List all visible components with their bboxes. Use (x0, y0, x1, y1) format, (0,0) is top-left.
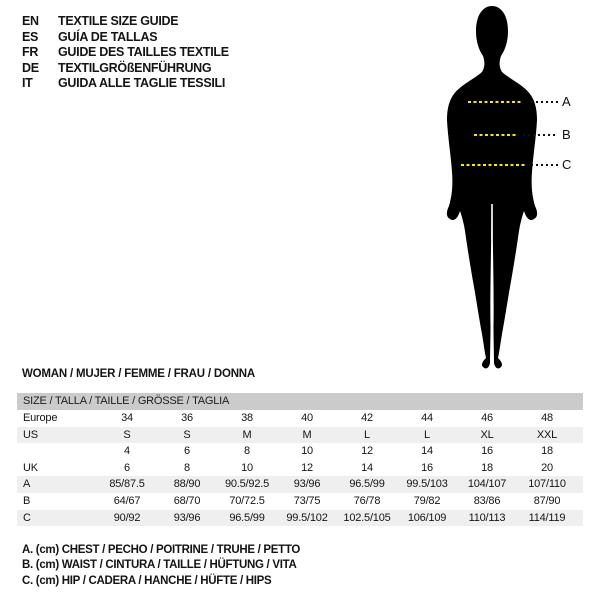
table-cell: M (242, 428, 252, 441)
table-row (17, 476, 583, 493)
table-cell: 6 (124, 461, 130, 474)
table-cell: 18 (481, 461, 493, 474)
table-row (17, 510, 583, 527)
language-code: IT (22, 76, 33, 91)
table-cell: 76/78 (353, 494, 381, 507)
language-code: DE (22, 60, 39, 75)
table-cell: 44 (421, 412, 433, 424)
table-cell: 104/107 (467, 478, 507, 491)
waist-dash-line (474, 134, 518, 136)
table-cell: 20 (541, 461, 553, 474)
size-table-header: SIZE / TALLA / TAILLE / GRÖSSE / TAGLIA (17, 393, 583, 410)
marker-label-a: A (562, 94, 571, 109)
legend-line: C. (cm) HIP / CADERA / HANCHE / HÜFTE / HIPS (22, 574, 272, 587)
table-cell: L (424, 428, 430, 441)
table-cell: 93/96 (173, 511, 201, 524)
table-cell: 73/75 (293, 494, 321, 507)
woman-silhouette-figure (437, 4, 547, 370)
table-cell: 106/109 (407, 511, 447, 524)
table-cell: 12 (361, 445, 373, 458)
table-cell: 107/110 (528, 478, 566, 491)
table-row (17, 493, 583, 510)
table-cell: 93/96 (293, 478, 321, 491)
table-cell: 83/86 (473, 494, 501, 507)
table-cell: 46 (481, 412, 493, 424)
table-cell: 96.5/99 (229, 511, 265, 524)
table-row (17, 460, 583, 477)
table-cell: 6 (184, 445, 190, 458)
language-row (22, 45, 229, 61)
waist-leader-line (523, 134, 558, 136)
table-cell: 8 (244, 445, 250, 458)
table-cell: 85/87.5 (109, 478, 145, 491)
language-code: FR (22, 45, 39, 60)
language-title: GUÍA DE TALLAS (58, 29, 158, 44)
language-title: TEXTILGRÖßENFÜHRUNG (58, 60, 212, 75)
table-row (17, 410, 583, 427)
table-cell: 48 (541, 412, 553, 424)
table-cell: 87/90 (533, 494, 561, 507)
language-row (22, 61, 229, 77)
marker-label-c: C (562, 157, 572, 172)
language-title: TEXTILE SIZE GUIDE (58, 14, 179, 28)
size-table (17, 393, 583, 526)
table-cell: XL (480, 428, 494, 441)
table-cell: 90/92 (113, 511, 141, 524)
table-cell: 10 (301, 445, 313, 458)
table-cell: 114/119 (528, 511, 566, 524)
chest-dash-line (468, 101, 523, 103)
measurement-legend (22, 543, 300, 589)
chest-leader-line (531, 101, 558, 103)
table-row (17, 427, 583, 444)
size-table-body (17, 410, 583, 526)
table-row-label: A (23, 478, 31, 491)
table-cell: 99.5/102 (286, 511, 328, 524)
section-title-woman: WOMAN / MUJER / FEMME / FRAU / DONNA (22, 368, 256, 380)
table-cell: 10 (241, 461, 253, 474)
legend-line: B. (cm) WAIST / CINTURA / TAILLE / HÜFTUNG / VITA (22, 559, 297, 572)
table-cell: 16 (421, 461, 433, 474)
table-cell: 110/113 (468, 511, 506, 524)
table-row (17, 443, 583, 460)
table-cell: 99.5/103 (406, 478, 448, 491)
language-title: GUIDA ALLE TAGLIE TESSILI (58, 76, 226, 91)
table-cell: XXL (536, 428, 558, 441)
table-cell: 34 (121, 412, 133, 424)
table-cell: 70/72.5 (229, 494, 265, 507)
language-row (22, 14, 229, 30)
table-cell: 8 (184, 461, 190, 474)
table-cell: 96.5/99 (349, 478, 385, 491)
table-cell: 36 (181, 412, 193, 424)
table-cell: 42 (361, 412, 373, 424)
table-cell: S (183, 428, 191, 441)
table-row-label: US (23, 428, 38, 441)
table-cell: 88/90 (173, 478, 201, 491)
language-code: ES (22, 29, 39, 44)
woman-silhouette-icon (447, 6, 537, 368)
table-cell: 68/70 (173, 494, 201, 507)
table-cell: 14 (361, 461, 373, 474)
language-title-block (22, 14, 229, 92)
table-cell: S (123, 428, 131, 441)
table-cell: L (364, 428, 370, 441)
table-cell: 40 (301, 412, 313, 424)
table-cell: 102.5/105 (343, 511, 391, 524)
table-row-label: B (23, 494, 31, 507)
language-row (22, 30, 229, 46)
language-row (22, 76, 229, 92)
table-row-label: C (23, 511, 31, 524)
language-title: GUIDE DES TAILLES TEXTILE (58, 45, 229, 60)
table-cell: 18 (541, 445, 553, 458)
table-cell: M (302, 428, 312, 441)
language-code: EN (22, 14, 39, 28)
table-row-label: Europe (23, 412, 58, 424)
legend-line: A. (cm) CHEST / PECHO / POITRINE / TRUHE / PETTO (22, 544, 301, 556)
table-cell: 64/67 (113, 494, 141, 507)
hip-dash-line (461, 164, 525, 166)
hip-leader-line (531, 164, 558, 166)
marker-label-b: B (562, 127, 571, 142)
table-cell: 4 (124, 445, 130, 458)
table-cell: 14 (421, 445, 433, 458)
table-cell: 12 (301, 461, 313, 474)
table-row-label: UK (23, 461, 38, 474)
table-cell: 16 (481, 445, 493, 458)
table-row-label (17, 443, 97, 460)
table-cell: 90.5/92.5 (224, 478, 270, 491)
table-cell: 79/82 (413, 494, 441, 507)
table-cell: 38 (241, 412, 253, 424)
